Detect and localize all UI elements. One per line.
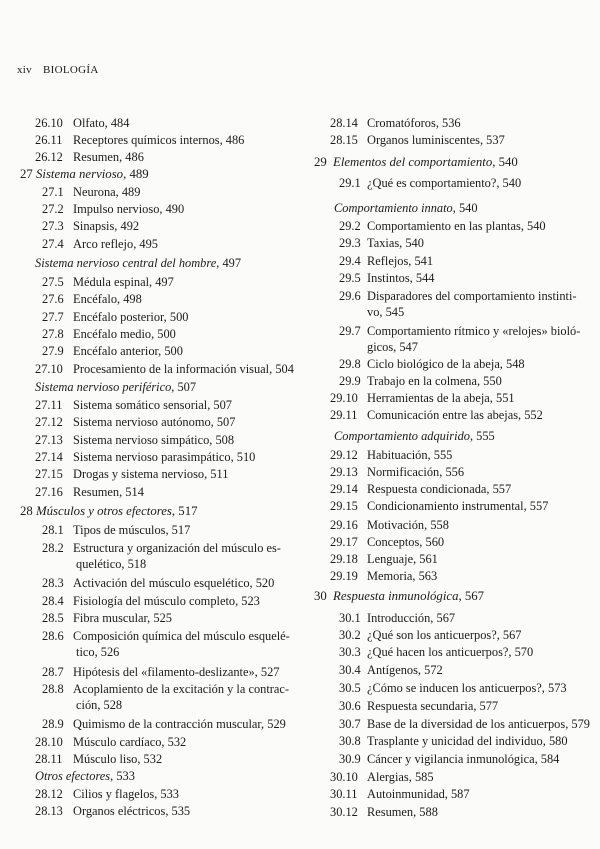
toc-entry-number: 29.12: [330, 448, 358, 462]
toc-entry-title: Procesamiento de la información visual, 504: [73, 362, 294, 376]
toc-entry: [330, 805, 438, 820]
toc-entry-title: Sinapsis, 492: [73, 219, 140, 233]
toc-entry-page: , 497: [216, 256, 242, 270]
toc-entry-number: 29.6: [339, 289, 361, 303]
toc-entry-title: Antígenos, 572: [367, 663, 443, 677]
toc-entry-title: Ciclo biológico de la abeja, 548: [367, 357, 525, 371]
toc-entry: [35, 787, 179, 802]
toc-entry-title: Instintos, 544: [367, 271, 435, 285]
toc-entry: [339, 734, 568, 749]
toc-entry-page: , 540: [492, 155, 518, 169]
toc-entry: [35, 362, 294, 377]
toc-entry: [330, 448, 452, 463]
toc-entry-page: , 533: [110, 769, 135, 783]
toc-entry: [330, 499, 548, 514]
toc-entry: [334, 201, 478, 216]
toc-entry-number: 29: [314, 155, 327, 169]
toc-entry-page: , 489: [123, 167, 149, 181]
toc-entry-title: Respuesta condicionada, 557: [367, 482, 512, 496]
toc-entry: [35, 735, 186, 750]
toc-entry: [330, 552, 438, 567]
toc-entry-number: 27.14: [35, 450, 63, 464]
toc-entry: [339, 324, 580, 339]
toc-entry-number: 26.12: [35, 150, 63, 164]
toc-entry-page: , 555: [469, 429, 495, 443]
toc-entry: [314, 155, 518, 170]
toc-entry: [330, 133, 505, 148]
toc-entry-title: Quimismo de la contracción muscular, 529: [73, 717, 286, 731]
toc-entry-title: Músculo liso, 532: [73, 752, 163, 766]
toc-entry: [42, 237, 158, 252]
toc-entry-title: Activación del músculo esquelético, 520: [73, 576, 275, 590]
toc-entry-title: Estructura y organización del músculo es-: [73, 541, 281, 555]
toc-entry-title: Fibra muscular, 525: [73, 611, 172, 625]
toc-entry: [76, 557, 146, 572]
toc-entry-title: Habituación, 555: [367, 448, 453, 462]
toc-entry: [35, 133, 244, 148]
toc-entry-title: quelético, 518: [76, 557, 147, 571]
toc-entry-title: Resumen, 486: [73, 150, 144, 164]
toc-entry: [42, 219, 139, 234]
toc-entry-title: Impulso nervioso, 490: [73, 202, 185, 216]
toc-entry-page: , 517: [171, 504, 198, 518]
toc-entry-title: Sistema nervioso: [36, 167, 124, 181]
toc-entry-number: 28.1: [42, 523, 64, 537]
toc-entry-title: Músculo cardíaco, 532: [73, 735, 187, 749]
toc-entry-number: 27.4: [42, 237, 64, 251]
toc-entry: [35, 450, 255, 465]
toc-entry-number: 30.10: [330, 770, 358, 784]
toc-entry-title: Sistema nervioso parasimpático, 510: [73, 450, 256, 464]
toc-entry-number: 29.2: [339, 219, 361, 233]
toc-entry: [334, 429, 495, 444]
toc-entry-number: 29.13: [330, 465, 358, 479]
toc-entry-title: Comportamiento adquirido: [334, 429, 470, 443]
toc-entry: [42, 594, 260, 609]
toc-entry-title: Motivación, 558: [367, 518, 449, 532]
toc-entry-number: 30.9: [339, 752, 361, 766]
toc-entry-title: Sistema nervioso central del hombre: [35, 256, 217, 270]
toc-entry: [42, 310, 188, 325]
toc-entry-title: Fisiología del músculo completo, 523: [73, 594, 260, 608]
toc-entry-title: Olfato, 484: [73, 116, 130, 130]
toc-entry-number: 30.3: [339, 645, 361, 659]
toc-entry-title: gicos, 547: [367, 340, 418, 354]
toc-entry-number: 28.2: [42, 541, 64, 555]
toc-entry: [35, 150, 144, 165]
toc-entry: [42, 292, 142, 307]
toc-entry: [35, 769, 135, 784]
toc-entry-number: 29.7: [339, 324, 361, 338]
toc-entry-number: 29.18: [330, 552, 358, 566]
toc-entry-number: 30.8: [339, 734, 361, 748]
toc-entry-title: vo, 545: [367, 305, 405, 319]
toc-entry-number: 27.2: [42, 202, 64, 216]
toc-entry: [330, 787, 470, 802]
toc-entry: [339, 254, 433, 269]
toc-entry-number: 28.14: [330, 116, 358, 130]
toc-entry: [42, 327, 176, 342]
toc-entry-title: Sistema nervioso periférico: [35, 380, 172, 394]
toc-entry: [35, 433, 234, 448]
toc-entry-title: Comunicación entre las abejas, 552: [367, 408, 543, 422]
toc-entry-title: Lenguaje, 561: [367, 552, 438, 566]
toc-entry-title: Alergias, 585: [367, 770, 434, 784]
toc-entry-title: Médula espinal, 497: [73, 275, 174, 289]
toc-entry-number: 30.4: [339, 663, 361, 677]
toc-entry-number: 27.9: [42, 344, 64, 358]
toc-entry-title: Organos luminiscentes, 537: [367, 133, 505, 147]
toc-entry-number: 29.10: [330, 391, 358, 405]
toc-entry-title: Disparadores del comportamiento instinti-: [367, 289, 577, 303]
toc-entry-number: 30.2: [339, 628, 361, 642]
toc-entry-title: Drogas y sistema nervioso, 511: [73, 467, 229, 481]
toc-entry-number: 30.6: [339, 699, 361, 713]
toc-entry-number: 30.1: [339, 611, 361, 625]
toc-entry: [330, 770, 434, 785]
toc-entry-number: 28.9: [42, 717, 64, 731]
toc-entry-title: Trabajo en la colmena, 550: [367, 374, 502, 388]
toc-entry-title: Normificación, 556: [367, 465, 465, 479]
toc-entry-title: Introducción, 567: [367, 611, 456, 625]
toc-entry-number: 27: [20, 167, 33, 181]
toc-entry-number: 29.14: [330, 482, 358, 496]
toc-entry: [35, 804, 190, 819]
toc-entry-title: Autoinmunidad, 587: [367, 787, 470, 801]
toc-entry: [35, 380, 196, 395]
toc-entry-title: Respuesta secundaria, 577: [367, 699, 499, 713]
toc-entry-number: 27.10: [35, 362, 63, 376]
toc-entry: [339, 717, 590, 732]
toc-entry-page: , 567: [458, 589, 485, 603]
toc-entry: [367, 340, 418, 355]
toc-entry-title: Taxias, 540: [367, 236, 424, 250]
running-header: [17, 64, 99, 76]
toc-entry: [20, 504, 197, 519]
toc-entry: [20, 167, 149, 182]
toc-entry-number: 29.16: [330, 518, 358, 532]
toc-entry-title: Hipótesis del «filamento-deslizante», 527: [73, 665, 280, 679]
toc-entry-page: , 507: [171, 380, 197, 394]
toc-entry-number: 27.5: [42, 275, 64, 289]
toc-entry-title: Receptores químicos internos, 486: [73, 133, 245, 147]
toc-entry: [330, 116, 461, 131]
toc-entry-title: Respuesta inmunológica: [333, 589, 459, 603]
toc-entry: [330, 465, 464, 480]
toc-entry: [339, 663, 443, 678]
toc-entry: [42, 629, 290, 644]
toc-entry: [330, 391, 515, 406]
toc-entry-number: 28: [20, 504, 33, 518]
toc-entry-number: 27.13: [35, 433, 63, 447]
toc-entry: [330, 518, 449, 533]
toc-entry-number: 30.7: [339, 717, 361, 731]
toc-entry-title: Herramientas de la abeja, 551: [367, 391, 515, 405]
toc-entry: [339, 219, 546, 234]
toc-entry-number: 28.10: [35, 735, 63, 749]
toc-entry: [42, 344, 183, 359]
toc-entry-number: 27.7: [42, 310, 64, 324]
section-title: BIOLOGÍA: [43, 64, 99, 76]
toc-entry: [339, 271, 434, 286]
toc-entry-title: Reflejos, 541: [367, 254, 434, 268]
toc-entry: [35, 485, 144, 500]
toc-entry-title: Sistema nervioso autónomo, 507: [73, 415, 236, 429]
toc-entry-title: Resumen, 588: [367, 805, 438, 819]
toc-entry: [339, 628, 522, 643]
toc-entry-title: ¿Qué es comportamiento?, 540: [367, 176, 522, 190]
toc-entry-number: 28.4: [42, 594, 64, 608]
toc-entry-number: 30.5: [339, 681, 361, 695]
toc-entry: [42, 717, 286, 732]
toc-entry: [35, 467, 228, 482]
toc-entry-number: 27.1: [42, 185, 64, 199]
toc-entry: [339, 289, 577, 304]
toc-entry-number: 29.8: [339, 357, 361, 371]
toc-entry-title: Encéfalo, 498: [73, 292, 142, 306]
toc-entry-number: 27.6: [42, 292, 64, 306]
toc-entry-title: Tipos de músculos, 517: [73, 523, 191, 537]
toc-entry-title: ¿Cómo se inducen los anticuerpos?, 573: [367, 681, 567, 695]
toc-entry: [339, 357, 525, 372]
toc-entry-title: Memoria, 563: [367, 569, 438, 583]
toc-entry-title: Músculos y otros efectores: [36, 504, 172, 518]
toc-entry: [330, 482, 511, 497]
toc-entry: [330, 408, 543, 423]
toc-entry-title: Comportamiento en las plantas, 540: [367, 219, 546, 233]
toc-entry-number: 28.13: [35, 804, 63, 818]
toc-entry: [35, 752, 162, 767]
toc-entry: [339, 699, 498, 714]
toc-entry: [330, 535, 444, 550]
toc-entry: [339, 374, 502, 389]
toc-entry: [35, 398, 232, 413]
toc-entry-title: Neurona, 489: [73, 185, 141, 199]
toc-entry: [314, 589, 484, 604]
toc-entry: [42, 523, 190, 538]
toc-entry-number: 28.12: [35, 787, 63, 801]
toc-entry-title: Arco reflejo, 495: [73, 237, 158, 251]
toc-entry-number: 28.15: [330, 133, 358, 147]
toc-entry-number: 28.5: [42, 611, 64, 625]
toc-entry: [42, 541, 281, 556]
toc-entry-title: Elementos del comportamiento: [333, 155, 493, 169]
toc-entry-number: 28.3: [42, 576, 64, 590]
toc-entry: [42, 202, 184, 217]
toc-entry-number: 29.5: [339, 271, 361, 285]
toc-entry: [42, 185, 140, 200]
toc-entry-title: Cáncer y vigilancia inmunológica, 584: [367, 752, 560, 766]
page-number: xiv: [17, 64, 32, 76]
toc-entry-number: 28.6: [42, 629, 64, 643]
toc-entry-title: Condicionamiento instrumental, 557: [367, 499, 549, 513]
toc-entry-title: Organos eléctricos, 535: [73, 804, 191, 818]
toc-entry-number: 29.15: [330, 499, 358, 513]
toc-entry-number: 29.19: [330, 569, 358, 583]
toc-entry: [367, 305, 404, 320]
toc-entry-number: 27.15: [35, 467, 63, 481]
toc-entry-title: Trasplante y unicidad del individuo, 580: [367, 734, 568, 748]
toc-entry-number: 29.4: [339, 254, 361, 268]
toc-entry: [42, 576, 274, 591]
toc-entry-title: Resumen, 514: [73, 485, 144, 499]
toc-entry-title: Acoplamiento de la excitación y la contrac-: [73, 682, 290, 696]
toc-entry: [76, 645, 119, 660]
toc-entry: [35, 256, 241, 271]
toc-entry-title: Cromatóforos, 536: [367, 116, 461, 130]
toc-entry-title: Composición química del músculo esquelé-: [73, 629, 290, 643]
toc-entry-number: 28.11: [35, 752, 63, 766]
toc-entry-title: Cilios y flagelos, 533: [73, 787, 180, 801]
toc-entry-title: Base de la diversidad de los anticuerpos, 579: [367, 717, 590, 731]
toc-entry-title: ción, 528: [76, 698, 123, 712]
toc-entry-title: Sistema somático sensorial, 507: [73, 398, 232, 412]
toc-entry: [42, 665, 279, 680]
toc-entry-title: Encéfalo medio, 500: [73, 327, 176, 341]
toc-entry: [42, 682, 289, 697]
toc-entry-number: 28.7: [42, 665, 64, 679]
toc-entry: [339, 681, 567, 696]
toc-entry-title: Comportamiento innato: [334, 201, 453, 215]
toc-entry: [76, 698, 122, 713]
toc-entry-title: ¿Qué son los anticuerpos?, 567: [367, 628, 522, 642]
toc-entry: [339, 645, 533, 660]
toc-entry: [35, 415, 235, 430]
toc-entry-page: , 540: [452, 201, 478, 215]
toc-entry-number: 27.11: [35, 398, 63, 412]
toc-entry-number: 29.11: [330, 408, 358, 422]
toc-entry: [339, 611, 455, 626]
toc-entry-title: Encéfalo anterior, 500: [73, 344, 183, 358]
toc-entry-title: Conceptos, 560: [367, 535, 445, 549]
toc-entry: [339, 752, 559, 767]
toc-entry-title: Comportamiento rítmico y «relojes» bioló-: [367, 324, 581, 338]
toc-entry-number: 27.16: [35, 485, 63, 499]
toc-entry-title: Otros efectores: [35, 769, 111, 783]
toc-entry-number: 27.8: [42, 327, 64, 341]
toc-entry-title: tico, 526: [76, 645, 120, 659]
toc-entry-title: Encéfalo posterior, 500: [73, 310, 189, 324]
toc-entry: [330, 569, 437, 584]
toc-entry-number: 29.3: [339, 236, 361, 250]
toc-entry-number: 27.12: [35, 415, 63, 429]
toc-entry-number: 27.3: [42, 219, 64, 233]
toc-entry-number: 29.9: [339, 374, 361, 388]
toc-entry: [35, 116, 129, 131]
toc-entry-number: 30.11: [330, 787, 358, 801]
toc-entry: [42, 275, 174, 290]
toc-entry-number: 26.10: [35, 116, 63, 130]
toc-entry-number: 30.12: [330, 805, 358, 819]
toc-entry: [339, 176, 521, 191]
toc-entry-number: 26.11: [35, 133, 63, 147]
toc-entry-number: 29.1: [339, 176, 361, 190]
toc-entry-number: 28.8: [42, 682, 64, 696]
toc-entry: [42, 611, 172, 626]
toc-entry-title: Sistema nervioso simpático, 508: [73, 433, 235, 447]
toc-entry-number: 29.17: [330, 535, 358, 549]
toc-entry-number: 30: [314, 589, 327, 603]
toc-entry-title: ¿Qué hacen los anticuerpos?, 570: [367, 645, 534, 659]
toc-entry: [339, 236, 424, 251]
